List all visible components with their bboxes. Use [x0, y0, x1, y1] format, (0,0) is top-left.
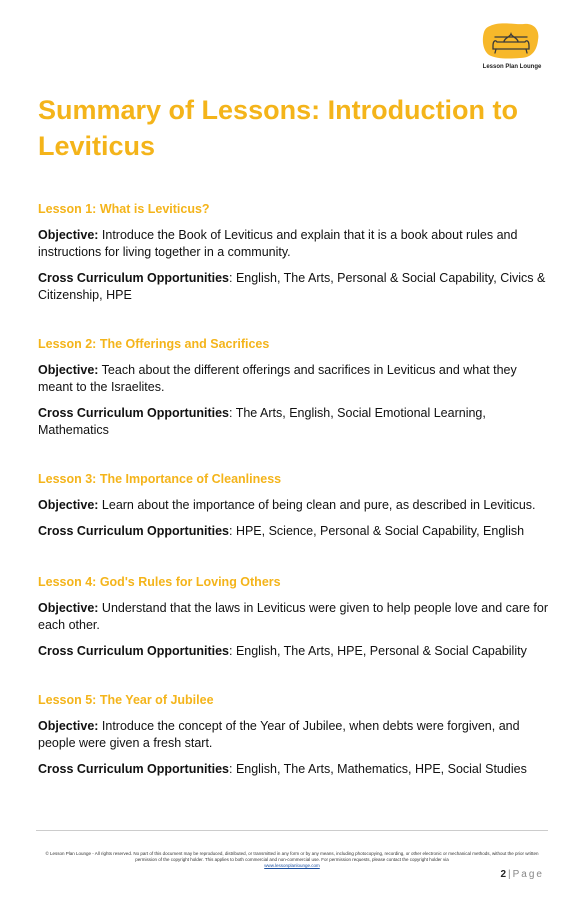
website-link[interactable]: www.lessonplanlounge.com: [264, 863, 320, 868]
cross-curriculum-label: Cross Curriculum Opportunities: [38, 271, 229, 285]
cross-curriculum-text: : The Arts, English, Social Emotional Learning, Mathematics: [38, 406, 486, 437]
objective-text: Understand that the laws in Leviticus were given to help people love and care for each other.: [38, 601, 549, 632]
lesson-heading: Lesson 3: The Importance of Cleanliness: [38, 472, 282, 486]
cross-curriculum-label: Cross Curriculum Opportunities: [38, 406, 229, 420]
objective-text: Introduce the Book of Leviticus and explain that it is a book about rules and instructions for living together in a community.: [38, 228, 518, 259]
cross-curriculum-text: : English, The Arts, Personal & Social Capability, Civics & Citizenship, HPE: [38, 271, 546, 302]
page-word: Page: [512, 869, 544, 880]
cross-curriculum-label: Cross Curriculum Opportunities: [38, 762, 229, 776]
cross-curriculum-text: : HPE, Science, Personal & Social Capability, English: [229, 524, 525, 538]
lesson-heading: Lesson 4: God's Rules for Loving Others: [38, 575, 281, 589]
objective-label: Objective:: [38, 719, 99, 733]
page-number-value: 2: [500, 869, 507, 880]
lesson-heading: Lesson 1: What is Leviticus?: [38, 202, 210, 216]
page-title: Summary of Lessons: Introduction to Leviticus: [38, 95, 519, 161]
page-separator: |: [508, 869, 511, 880]
objective-text: Introduce the concept of the Year of Jubilee, when debts were forgiven, and people were given a fresh start.: [38, 719, 520, 750]
cross-curriculum-label: Cross Curriculum Opportunities: [38, 524, 229, 538]
lesson-2: [38, 336, 548, 439]
sofa-icon: [482, 22, 540, 60]
page-number: [500, 869, 544, 880]
lesson-1: [38, 201, 548, 304]
copyright-notice: © Lesson Plan Lounge - All rights reserved. No part of this document may be reproduced, distributed, or transmitted in any form or by any means, including photocopying, recording, or other electronic or mechanical methods, without the prior written permission of the copyright holder. This applies to both commercial and non-commercial use. For permission requests, please contact the copyright holder via: [45, 851, 539, 862]
objective-label: Objective:: [38, 601, 99, 615]
lesson-cross-curriculum: [38, 523, 548, 540]
lesson-objective: [38, 362, 548, 396]
lesson-3: [38, 471, 548, 540]
lesson-cross-curriculum: [38, 405, 548, 439]
footer-copyright: [40, 851, 544, 869]
lesson-objective: [38, 718, 548, 752]
objective-label: Objective:: [38, 498, 99, 512]
cross-curriculum-text: : English, The Arts, Mathematics, HPE, Social Studies: [229, 762, 527, 776]
objective-text: Teach about the different offerings and sacrifices in Leviticus and what they meant to the Israelites.: [38, 363, 517, 394]
footer-divider: [36, 830, 548, 831]
lesson-4: [38, 574, 548, 660]
lesson-heading: Lesson 2: The Offerings and Sacrifices: [38, 337, 270, 351]
lesson-cross-curriculum: [38, 643, 548, 660]
cross-curriculum-text: : English, The Arts, HPE, Personal & Social Capability: [229, 644, 527, 658]
lesson-objective: [38, 600, 548, 634]
lesson-objective: [38, 497, 548, 514]
brand-logo: [478, 20, 546, 76]
brand-name: Lesson Plan Lounge: [482, 64, 542, 70]
cross-curriculum-label: Cross Curriculum Opportunities: [38, 644, 229, 658]
lesson-5: [38, 692, 548, 778]
lesson-heading: Lesson 5: The Year of Jubilee: [38, 693, 214, 707]
objective-label: Objective:: [38, 228, 99, 242]
objective-text: Learn about the importance of being clean and pure, as described in Leviticus.: [98, 498, 536, 512]
lesson-objective: [38, 227, 548, 261]
lesson-cross-curriculum: [38, 761, 548, 778]
lesson-cross-curriculum: [38, 270, 548, 304]
objective-label: Objective:: [38, 363, 99, 377]
